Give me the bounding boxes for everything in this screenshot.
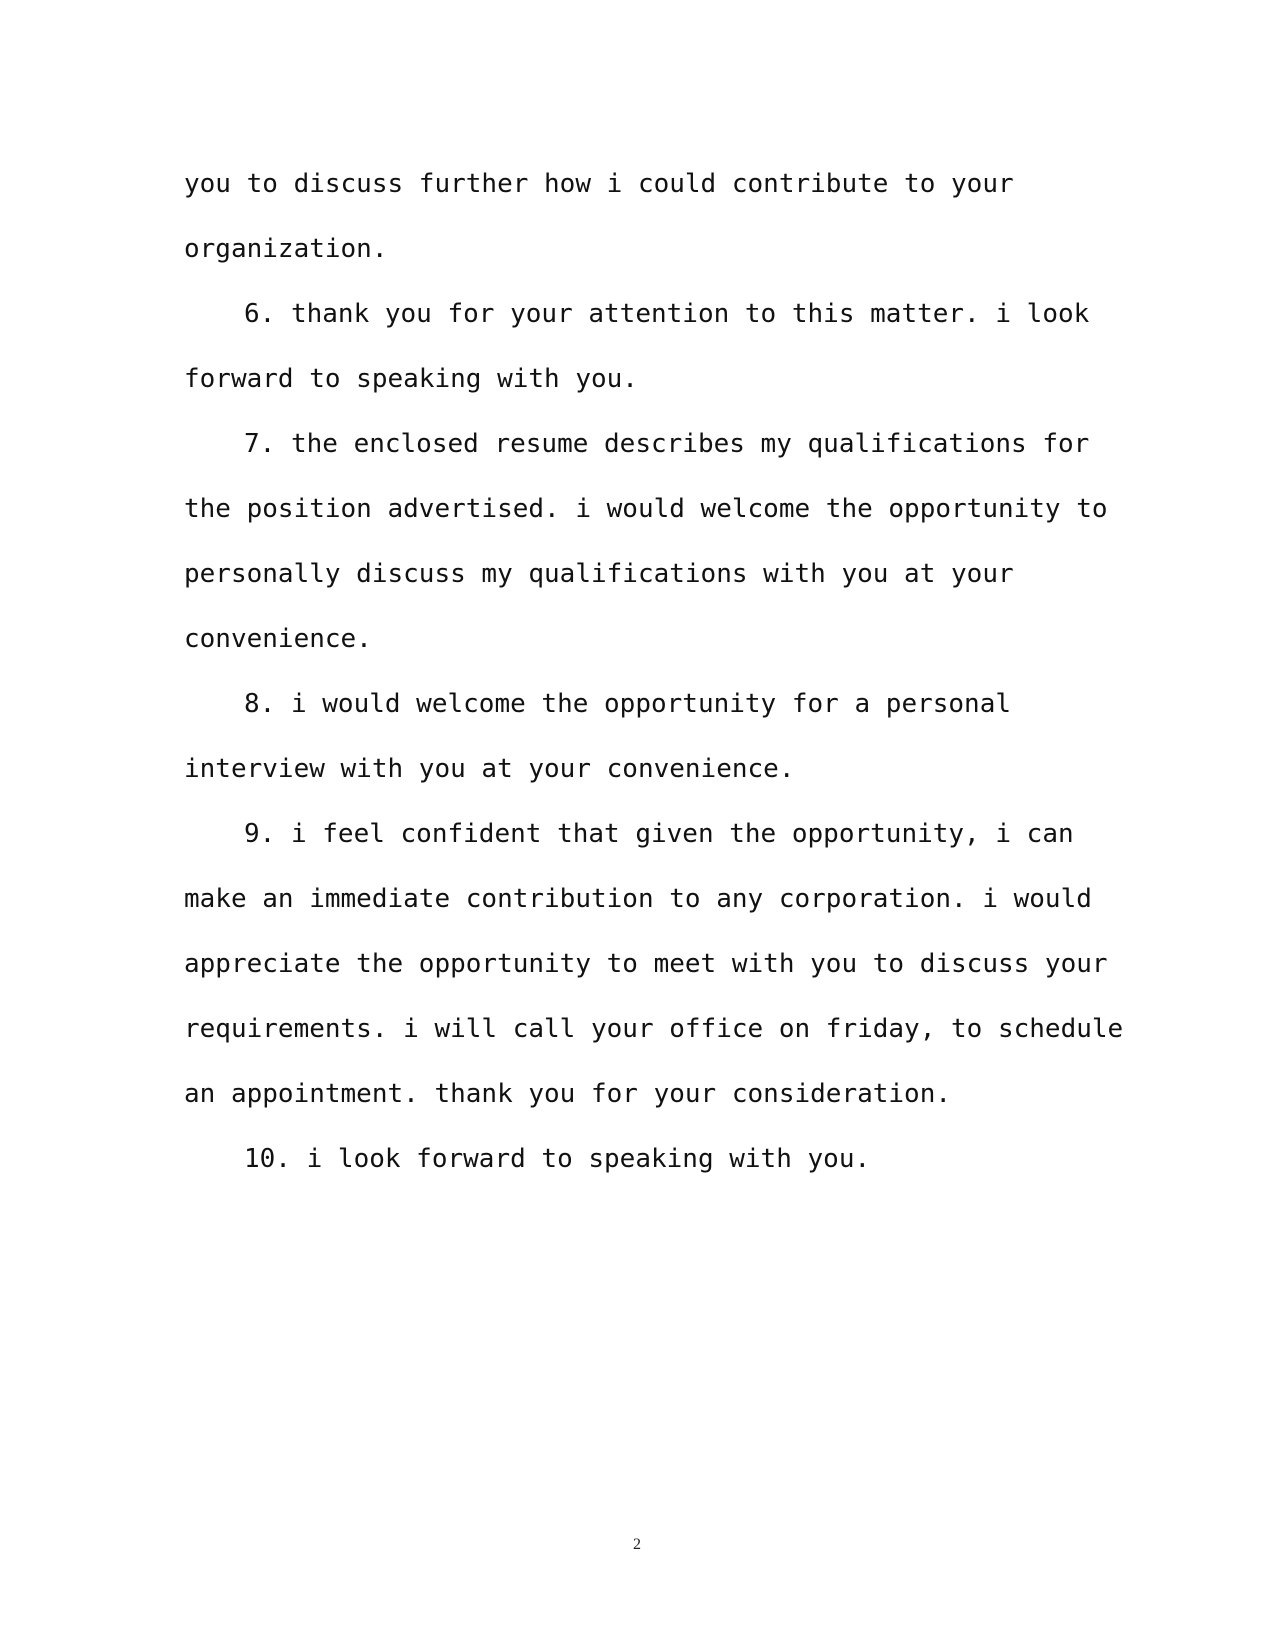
text-line: 7. the enclosed resume describes my qualifications for bbox=[244, 429, 1090, 459]
paragraph-item-7 bbox=[184, 412, 1108, 672]
text-line: 6. thank you for your attention to this matter. i look bbox=[244, 299, 1090, 329]
text-line: forward to speaking with you. bbox=[184, 364, 638, 394]
text-line: organization. bbox=[184, 234, 388, 264]
text-line: make an immediate contribution to any corporation. i would bbox=[184, 884, 1092, 914]
text-line: appreciate the opportunity to meet with you to discuss your bbox=[184, 949, 1108, 979]
text-line: 10. i look forward to speaking with you. bbox=[244, 1144, 871, 1174]
text-line: personally discuss my qualifications with you at your bbox=[184, 559, 1014, 589]
letter-body bbox=[184, 152, 1124, 1192]
text-line: 8. i would welcome the opportunity for a personal bbox=[244, 689, 1012, 719]
paragraph-item-9 bbox=[184, 802, 1124, 1127]
text-line: requirements. i will call your office on friday, to schedule bbox=[184, 1014, 1124, 1044]
paragraph-item-6 bbox=[184, 282, 1090, 412]
paragraph-continuation bbox=[184, 152, 1064, 282]
paragraph-item-10 bbox=[184, 1127, 1064, 1192]
text-line: the position advertised. i would welcome the opportunity to bbox=[184, 494, 1108, 524]
text-line: an appointment. thank you for your consideration. bbox=[184, 1079, 952, 1109]
text-line: interview with you at your convenience. bbox=[184, 754, 795, 784]
text-line: you to discuss further how i could contribute to your bbox=[184, 169, 1014, 199]
paragraph-item-8 bbox=[184, 672, 1064, 802]
page-number: 2 bbox=[633, 1536, 641, 1553]
text-line: convenience. bbox=[184, 624, 372, 654]
text-line: 9. i feel confident that given the opportunity, i can bbox=[244, 819, 1074, 849]
